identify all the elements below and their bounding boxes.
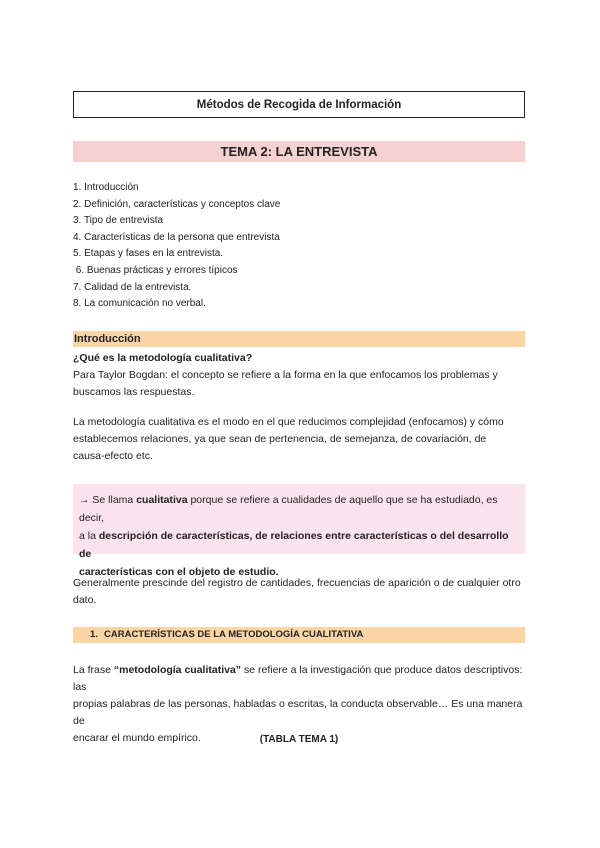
- callout-line: [79, 527, 519, 563]
- document-title-box: [73, 91, 525, 118]
- paragraph-line: establecemos relaciones, ya que sean de pertenencia, de semejanza, de covariación, de: [73, 433, 487, 445]
- intro-question: ¿Qué es la metodología cualitativa?: [73, 352, 253, 364]
- tema-title-bar: [73, 141, 525, 162]
- paragraph-line: La metodología cualitativa es el modo en el que reducimos complejidad (enfocamos) y cómo: [73, 416, 504, 428]
- toc-item: 3. Tipo de entrevista: [73, 215, 164, 227]
- section-1-number: 1.: [90, 629, 98, 640]
- intro-paragraph-1: [73, 367, 525, 401]
- general-paragraph: [73, 575, 525, 609]
- section-1-heading: CARACTERÍSTICAS DE LA METODOLOGÍA CUALITATIVA: [104, 629, 364, 640]
- callout-text: a la: [79, 530, 99, 542]
- definition-callout: [73, 484, 525, 578]
- paragraph-line: encarar el mundo empírico.: [73, 732, 201, 744]
- paragraph-line: buscamos las respuestas.: [73, 386, 195, 398]
- toc-item: 2. Definición, características y conceptos clave: [73, 198, 281, 210]
- table-caption: (TABLA TEMA 1): [259, 734, 339, 745]
- intro-heading-bar: [73, 331, 525, 347]
- toc-item: 8. La comunicación no verbal.: [73, 298, 206, 310]
- document-title: Métodos de Recogida de Información: [196, 98, 402, 111]
- callout-text: porque se refiere a cualidades de aquello que se ha estudiado, es decir,: [79, 494, 498, 524]
- toc-item: 1. Introducción: [73, 182, 139, 193]
- toc-item: 5. Etapas y fases en la entrevista.: [73, 248, 224, 260]
- paragraph-line: Para Taylor Bogdan: el concepto se refiere a la forma en la que enfocamos los problemas y: [73, 369, 498, 381]
- callout-bold: características con el objeto de estudio.: [79, 566, 279, 578]
- callout-line: [79, 491, 519, 527]
- paragraph-line: dato.: [73, 594, 97, 606]
- paragraph-line: [73, 662, 525, 696]
- paragraph-text: se refiere a la investigación que produce datos descriptivos: las: [73, 664, 523, 693]
- table-of-contents: [73, 180, 280, 313]
- callout-bold: descripción de características, de relaciones entre características o del desarrollo de: [79, 530, 509, 560]
- intro-heading: Introducción: [74, 333, 141, 345]
- section-1-heading-bar: [73, 627, 525, 643]
- toc-item: 6. Buenas prácticas y errores típicos: [73, 264, 238, 276]
- intro-paragraph-2: [73, 414, 525, 465]
- toc-item: 7. Calidad de la entrevista.: [73, 281, 192, 293]
- arrow-icon: →: [79, 494, 90, 506]
- paragraph-bold: “metodología cualitativa”: [113, 664, 242, 676]
- paragraph-text: La frase: [73, 664, 114, 676]
- callout-text: Se llama: [89, 494, 137, 506]
- toc-item: 4. Características de la persona que entrevista: [73, 231, 280, 243]
- paragraph-line: Generalmente prescinde del registro de cantidades, frecuencias de aparición o de cualquier otro: [73, 577, 521, 589]
- callout-bold: cualitativa: [136, 494, 188, 506]
- paragraph-line: causa-efecto etc.: [73, 450, 153, 462]
- paragraph-line: propias palabras de las personas, habladas o escritas, la conducta observable… Es una manera de: [73, 698, 523, 727]
- tema-title: TEMA 2: LA ENTREVISTA: [220, 143, 378, 159]
